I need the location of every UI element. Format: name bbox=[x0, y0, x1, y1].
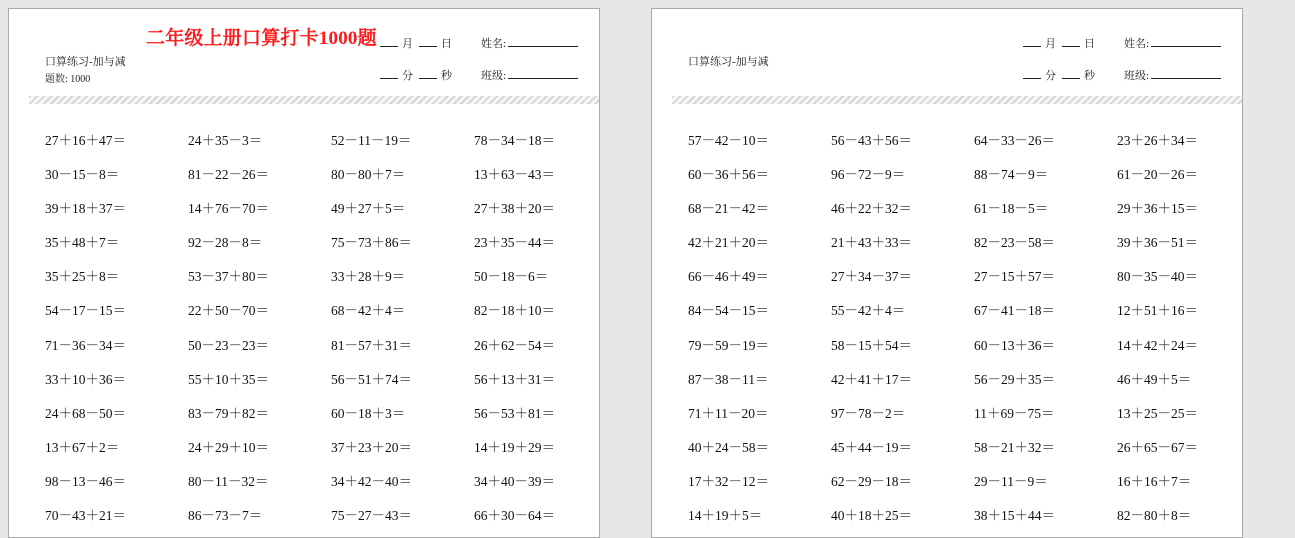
problem-row bbox=[688, 265, 1243, 299]
problem-item: 14＋42＋24＝ bbox=[1117, 337, 1198, 353]
date-field: 月 日 bbox=[1023, 35, 1095, 51]
problem-item: 80－11－32＝ bbox=[188, 473, 269, 489]
problem-item: 88－74－9＝ bbox=[974, 167, 1049, 183]
problem-item: 37＋23＋20＝ bbox=[331, 439, 412, 455]
problem-item: 42＋21＋20＝ bbox=[688, 235, 769, 251]
problem-item: 67－41－18＝ bbox=[974, 303, 1055, 319]
problem-item: 53－37＋80＝ bbox=[188, 269, 269, 285]
problem-item: 21＋43＋33＝ bbox=[831, 235, 912, 251]
problem-item: 50－18－6＝ bbox=[474, 269, 549, 285]
name-field: 姓名: bbox=[1124, 35, 1221, 51]
problem-row bbox=[688, 368, 1243, 402]
problem-item: 26＋62－54＝ bbox=[474, 337, 555, 353]
problem-row bbox=[688, 163, 1243, 197]
class-field: 班级: bbox=[481, 67, 578, 83]
problem-item: 68－42＋4＝ bbox=[331, 303, 406, 319]
problem-item: 17＋32－12＝ bbox=[688, 473, 769, 489]
problem-item: 30－15－8＝ bbox=[45, 167, 120, 183]
problem-item: 52－11－19＝ bbox=[331, 133, 412, 148]
problem-item: 40＋24－58＝ bbox=[688, 439, 769, 455]
problem-row bbox=[45, 470, 600, 504]
problem-item: 68－21－42＝ bbox=[688, 201, 769, 217]
problem-item: 79－59－19＝ bbox=[688, 337, 769, 353]
problem-item: 55－42＋4＝ bbox=[831, 303, 906, 319]
problem-item: 35＋48＋7＝ bbox=[45, 235, 120, 251]
problem-item: 13＋63－43＝ bbox=[474, 167, 555, 183]
problem-item: 82－80＋8＝ bbox=[1117, 508, 1192, 524]
problem-item: 92－28－8＝ bbox=[188, 235, 263, 251]
problem-item: 78－34－18＝ bbox=[474, 133, 555, 148]
date-field: 月 日 bbox=[380, 35, 452, 51]
problem-item: 34＋40－39＝ bbox=[474, 473, 555, 489]
problem-item: 87－38－11＝ bbox=[688, 371, 769, 387]
worksheet-page-2 bbox=[651, 8, 1243, 538]
problem-item: 98－13－46＝ bbox=[45, 473, 126, 489]
problem-grid bbox=[688, 129, 1243, 538]
problem-item: 24＋35－3＝ bbox=[188, 133, 263, 148]
problem-item: 56－43＋56＝ bbox=[831, 133, 912, 148]
problem-item: 57－42－10＝ bbox=[688, 133, 769, 148]
problem-row bbox=[45, 231, 600, 265]
problem-item: 56＋13＋31＝ bbox=[474, 371, 555, 387]
problem-item: 56－51＋74＝ bbox=[331, 371, 412, 387]
problem-item: 56－53＋81＝ bbox=[474, 405, 555, 421]
problem-item: 27－15＋57＝ bbox=[974, 269, 1055, 285]
header-divider bbox=[672, 96, 1243, 104]
problem-item: 58－15＋54＝ bbox=[831, 337, 912, 353]
problem-item: 27＋16＋47＝ bbox=[45, 133, 126, 148]
problem-item: 34＋42－40＝ bbox=[331, 473, 412, 489]
problem-item: 11＋69－75＝ bbox=[974, 405, 1055, 421]
problem-item: 82－23－58＝ bbox=[974, 235, 1055, 251]
problem-item: 70－43＋21＝ bbox=[45, 508, 126, 524]
problem-row bbox=[45, 299, 600, 333]
problem-item: 66－46＋49＝ bbox=[688, 269, 769, 285]
problem-item: 24＋29＋10＝ bbox=[188, 439, 269, 455]
problem-item: 81－57＋31＝ bbox=[331, 337, 412, 353]
problem-item: 33＋10＋36＝ bbox=[45, 371, 126, 387]
problem-item: 82－18＋10＝ bbox=[474, 303, 555, 319]
problem-row bbox=[688, 436, 1243, 470]
problem-item: 38＋15＋44＝ bbox=[974, 508, 1055, 524]
problem-item: 13＋67＋2＝ bbox=[45, 439, 120, 455]
problem-item: 42＋41＋17＝ bbox=[831, 371, 912, 387]
problem-row bbox=[688, 470, 1243, 504]
problem-item: 29＋36＋15＝ bbox=[1117, 201, 1198, 217]
problem-item: 14＋19＋29＝ bbox=[474, 439, 555, 455]
problem-item: 75－73＋86＝ bbox=[331, 235, 412, 251]
problem-row bbox=[45, 402, 600, 436]
problem-item: 29－11－9＝ bbox=[974, 473, 1048, 489]
problem-item: 27＋38＋20＝ bbox=[474, 201, 555, 217]
worksheet-title: 二年级上册口算打卡1000题 bbox=[146, 28, 377, 49]
problem-item: 60－36＋56＝ bbox=[688, 167, 769, 183]
worksheet-subtitle: 口算练习-加与减 bbox=[688, 56, 769, 68]
problem-item: 60－13＋36＝ bbox=[974, 337, 1055, 353]
problem-item: 49＋27＋5＝ bbox=[331, 201, 406, 217]
problem-row bbox=[45, 163, 600, 197]
problem-item: 62－29－18＝ bbox=[831, 473, 912, 489]
worksheet-subtitle: 口算练习-加与减 bbox=[45, 56, 126, 68]
problem-item: 71－36－34＝ bbox=[45, 337, 126, 353]
question-count: 题数: 1000 bbox=[45, 74, 91, 85]
problem-item: 61－18－5＝ bbox=[974, 201, 1049, 217]
problem-row bbox=[688, 504, 1243, 538]
problem-item: 80－35－40＝ bbox=[1117, 269, 1198, 285]
problem-item: 35＋25＋8＝ bbox=[45, 269, 120, 285]
time-field: 分 秒 bbox=[1023, 67, 1095, 83]
problem-item: 46＋22＋32＝ bbox=[831, 201, 912, 217]
problem-row bbox=[45, 504, 600, 538]
problem-item: 26＋65－67＝ bbox=[1117, 439, 1198, 455]
problem-item: 75－27－43＝ bbox=[331, 508, 412, 524]
problem-item: 22＋50－70＝ bbox=[188, 303, 269, 319]
problem-item: 14＋19＋5＝ bbox=[688, 508, 763, 524]
problem-item: 45＋44－19＝ bbox=[831, 439, 912, 455]
problem-item: 58－21＋32＝ bbox=[974, 439, 1055, 455]
problem-row bbox=[45, 265, 600, 299]
problem-item: 97－78－2＝ bbox=[831, 405, 906, 421]
problem-row bbox=[688, 402, 1243, 436]
problem-row bbox=[45, 129, 600, 163]
problem-item: 84－54－15＝ bbox=[688, 303, 769, 319]
problem-item: 60－18＋3＝ bbox=[331, 405, 406, 421]
problem-item: 81－22－26＝ bbox=[188, 167, 269, 183]
problem-item: 39＋18＋37＝ bbox=[45, 201, 126, 217]
problem-item: 86－73－7＝ bbox=[188, 508, 263, 524]
problem-item: 27＋34－37＝ bbox=[831, 269, 912, 285]
problem-row bbox=[688, 299, 1243, 333]
problem-item: 64－33－26＝ bbox=[974, 133, 1055, 148]
problem-row bbox=[688, 197, 1243, 231]
problem-row bbox=[45, 334, 600, 368]
problem-item: 83－79＋82＝ bbox=[188, 405, 269, 421]
problem-item: 23＋35－44＝ bbox=[474, 235, 555, 251]
problem-item: 96－72－9＝ bbox=[831, 167, 906, 183]
name-field: 姓名: bbox=[481, 35, 578, 51]
header-divider bbox=[29, 96, 600, 104]
problem-row bbox=[45, 368, 600, 402]
problem-item: 50－23－23＝ bbox=[188, 337, 269, 353]
problem-item: 12＋51＋16＝ bbox=[1117, 303, 1198, 319]
problem-item: 56－29＋35＝ bbox=[974, 371, 1055, 387]
problem-item: 66＋30－64＝ bbox=[474, 508, 555, 524]
problem-item: 40＋18＋25＝ bbox=[831, 508, 912, 524]
problem-row bbox=[688, 129, 1243, 163]
problem-item: 39＋36－51＝ bbox=[1117, 235, 1198, 251]
time-field: 分 秒 bbox=[380, 67, 452, 83]
problem-item: 55＋10＋35＝ bbox=[188, 371, 269, 387]
problem-item: 23＋26＋34＝ bbox=[1117, 133, 1198, 148]
problem-item: 14＋76－70＝ bbox=[188, 201, 269, 217]
problem-item: 13＋25－25＝ bbox=[1117, 405, 1198, 421]
problem-grid bbox=[45, 129, 600, 538]
problem-row bbox=[688, 334, 1243, 368]
problem-row bbox=[45, 436, 600, 470]
problem-item: 54－17－15＝ bbox=[45, 303, 126, 319]
problem-row bbox=[45, 197, 600, 231]
class-field: 班级: bbox=[1124, 67, 1221, 83]
problem-item: 24＋68－50＝ bbox=[45, 405, 126, 421]
problem-item: 71＋11－20＝ bbox=[688, 405, 769, 421]
worksheet-page-1 bbox=[8, 8, 600, 538]
problem-item: 61－20－26＝ bbox=[1117, 167, 1198, 183]
problem-item: 16＋16＋7＝ bbox=[1117, 473, 1192, 489]
problem-row bbox=[688, 231, 1243, 265]
problem-item: 33＋28＋9＝ bbox=[331, 269, 406, 285]
problem-item: 80－80＋7＝ bbox=[331, 167, 406, 183]
problem-item: 46＋49＋5＝ bbox=[1117, 371, 1192, 387]
